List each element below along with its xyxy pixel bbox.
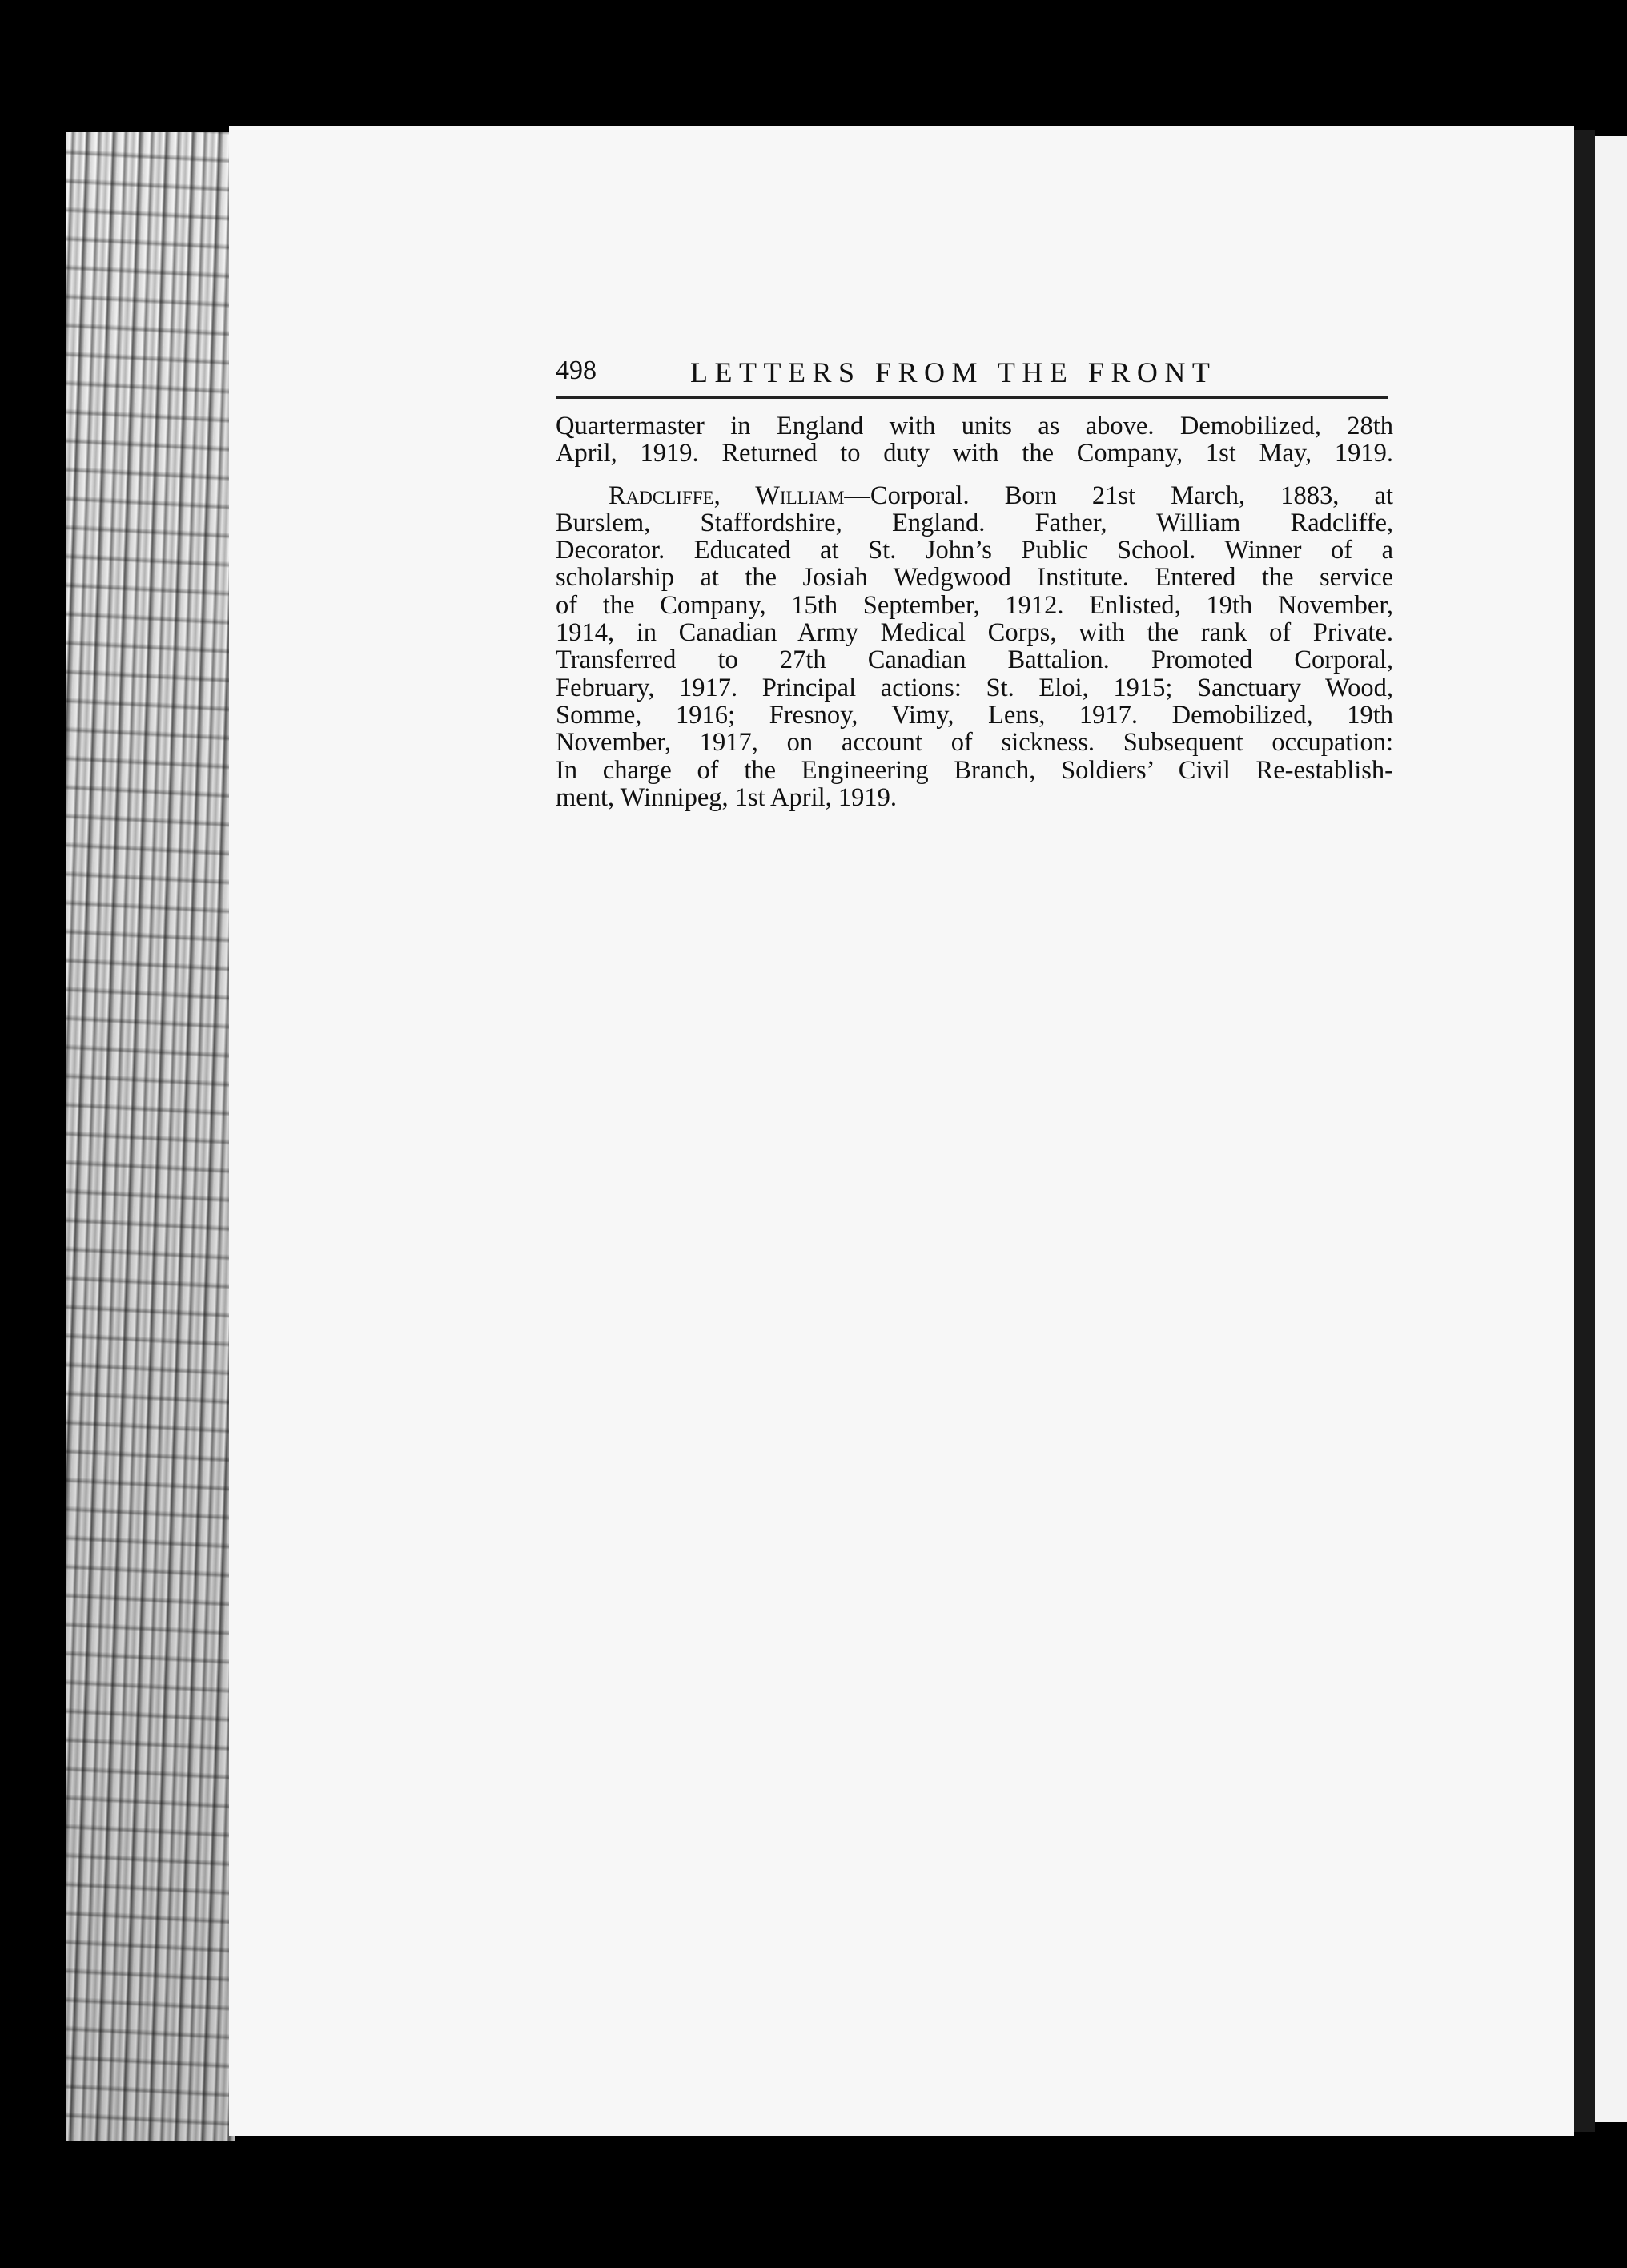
entry-name: Radcliffe, William [609, 481, 845, 510]
paragraph-radcliffe-entry [556, 482, 1393, 812]
text-line: 1914, in Canadian Army Medical Corps, with the rank of Private. [556, 618, 1393, 648]
header-rule [556, 396, 1388, 399]
text-line: In charge of the Engineering Branch, Soldiers’ Civil Re-establish- [556, 755, 1393, 785]
text-line: Somme, 1916; Fresnoy, Vimy, Lens, 1917. Demobilized, 19th [556, 700, 1393, 730]
entry-first-line: —Corporal. Born 21st March, 1883, at [844, 481, 1393, 510]
text-line: scholarship at the Josiah Wedgwood Institute. Entered the service [556, 563, 1393, 593]
next-page-sliver [1595, 136, 1627, 2122]
text-line: April, 1919. Returned to duty with the Company, 1st May, 1919. [556, 439, 1393, 468]
text-line: Decorator. Educated at St. John’s Public School. Winner of a [556, 536, 1393, 565]
body-text [556, 412, 1393, 811]
page-number: 498 [556, 356, 597, 385]
text-line: November, 1917, on account of sickness. Subsequent occupation: [556, 728, 1393, 758]
text-line: ment, Winnipeg, 1st April, 1919. [556, 782, 897, 812]
text-line: Burslem, Staffordshire, England. Father, William Radcliffe, [556, 508, 1393, 537]
text-line: of the Company, 15th September, 1912. Enlisted, 19th November, [556, 590, 1393, 620]
book-page-edges [66, 132, 235, 2141]
running-title: LETTERS FROM THE FRONT [690, 356, 1217, 388]
paragraph-continued [556, 412, 1393, 468]
page-header [556, 356, 1388, 396]
text-line: February, 1917. Principal actions: St. Eloi, 1915; Sanctuary Wood, [556, 673, 1393, 702]
text-line-first [556, 482, 1393, 509]
page-gutter-shadow [1574, 130, 1595, 2132]
text-line: Quartermaster in England with units as above. Demobilized, 28th [556, 412, 1393, 440]
text-line: Transferred to 27th Canadian Battalion. Promoted Corporal, [556, 645, 1393, 675]
